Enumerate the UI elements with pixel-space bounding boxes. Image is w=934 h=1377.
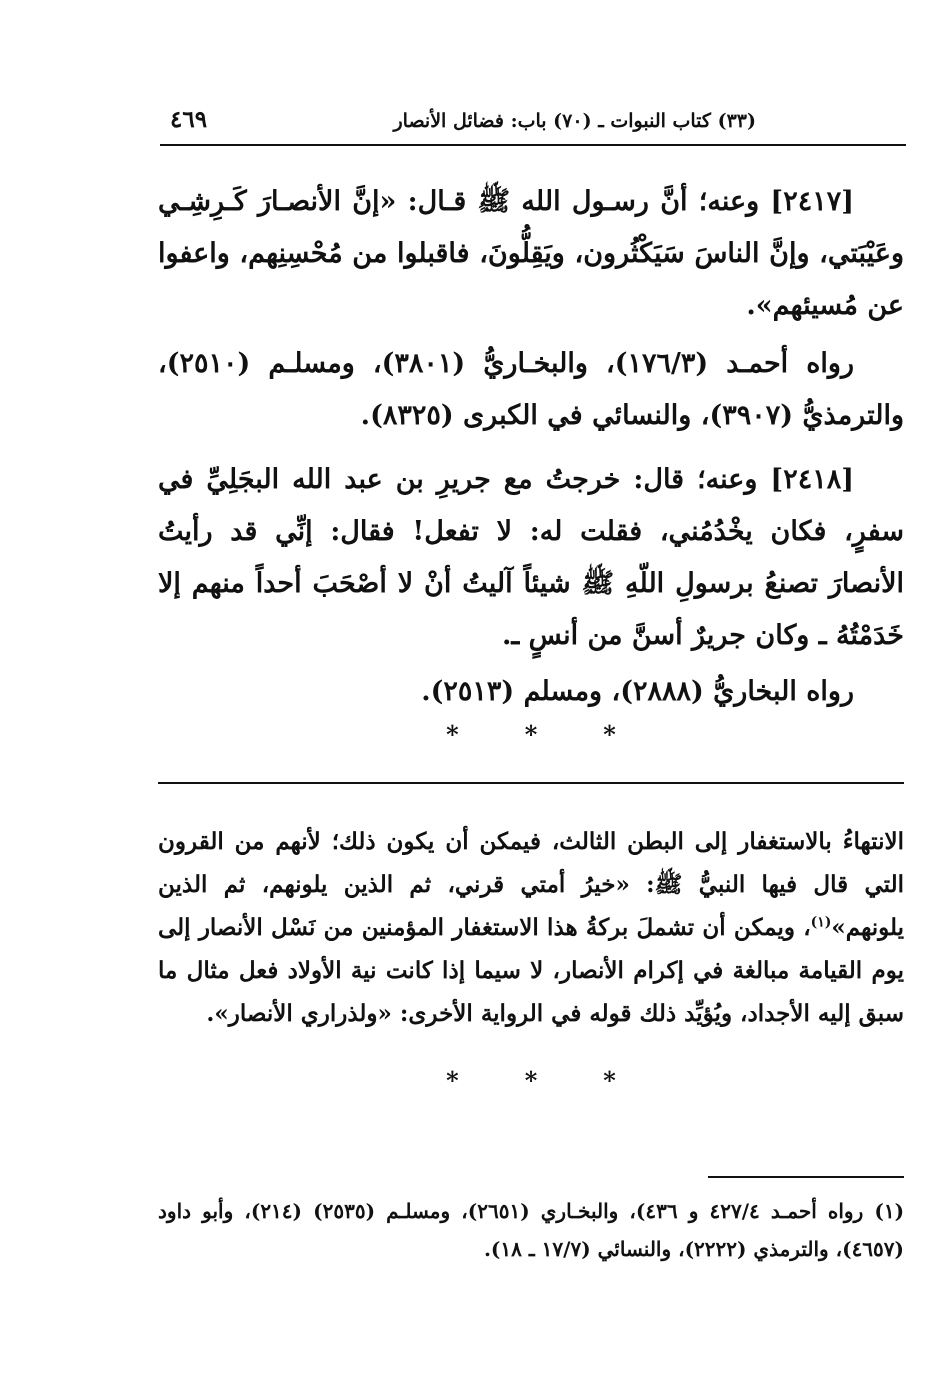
separator-star: * xyxy=(603,720,616,749)
separator-star: * xyxy=(524,1066,538,1095)
hadith-2417-source: رواه أحمـد (١٧٦/٣)، والبخـاريُّ (٣٨٠١)، ومسلـم (٢٥١٠)، والترمذيُّ (٣٩٠٧)، والنسائي في الكبرى (٨٣٢٥). xyxy=(158,348,904,431)
hadith-2417-block xyxy=(158,176,904,442)
section-separator-stars xyxy=(158,720,904,749)
footnote-ref-mark: (١) xyxy=(810,914,832,931)
page-number: ٤٦٩ xyxy=(170,106,208,133)
commentary-text xyxy=(158,820,904,1035)
hadith-2418-text: [٢٤١٨] وعنه؛ قال: خرجتُ مع جريرِ بن عبد الله البجَلِيِّ في سفرٍ، فكان يخْدُمُني، فقلت له: لا تفعل! فقال: إنِّي قد رأيتُ الأنصارَ تصنعُ برسولِ اللّهِ ﷺ شيئاً آليتُ أنْ لا أصْحَبَ أحداً منهم إلا خَدَمْتُهُ ـ وكان جريرٌ أسنَّ من أنسٍ ـ. xyxy=(158,464,904,651)
commentary-divider xyxy=(158,782,904,784)
commentary-text-part-1: الانتهاءُ بالاستغفار إلى البطن الثالث، فيمكن أن يكون ذلك؛ لأنهم من القرون التي قال فيها النبيُّ ﷺ: «خيرُ أمتي قرني، ثم الذين يلونهم، ثم الذين يلونهم» xyxy=(158,828,904,941)
commentary-separator-stars xyxy=(158,1066,904,1095)
running-header xyxy=(160,104,906,146)
separator-star: * xyxy=(603,1066,616,1095)
footnote-divider xyxy=(708,1176,904,1178)
separator-star: * xyxy=(446,1066,459,1095)
hadith-2417-text: [٢٤١٧] وعنه؛ أنَّ رسـول الله ﷺ قـال: «إنَّ الأنصـارَ كَـرِشِـي وعَيْبَتي، وإنَّ الناسَ سَيَكْثُرون، ويَقِلُّونَ، فاقبلوا من مُحْسِنِهم، واعفوا عن مُسيئهم». xyxy=(158,186,904,321)
footnote-block xyxy=(158,1192,904,1268)
separator-star: * xyxy=(524,720,538,749)
commentary-block xyxy=(158,820,904,1035)
hadith-2418-source: رواه البخاريُّ (٢٨٨٨)، ومسلم (٢٥١٣). xyxy=(421,676,854,707)
separator-star: * xyxy=(446,720,459,749)
running-title: (٣٣) كتاب النبوات ـ (٧٠) باب: فضائل الأنصار xyxy=(393,110,756,132)
hadith-2418-block xyxy=(158,454,904,718)
commentary-text-part-2: ، ويمكن أن تشملَ بركةُ هذا الاستغفار المؤمنين من نَسْل الأنصار إلى يوم القيامة مبالغة في إكرام الأنصار، لا سيما إذا كانت نية الأولاد فعل مثال ما سبق إليه الأجداد، ويُؤيِّد ذلك قوله في الرواية الأخرى: «ولذراري الأنصار». xyxy=(158,914,904,1027)
footnote-text: (١) رواه أحمـد ٤٢٧/٤ و ٤٣٦)، والبخـاري (٢٦٥١)، ومسلـم (٢٥٣٥) (٢١٤)، وأبو داود (٤٦٥٧)، والترمذي (٢٢٢٢)، والنسائي (١٧/٧ ـ ١٨). xyxy=(158,1199,905,1261)
